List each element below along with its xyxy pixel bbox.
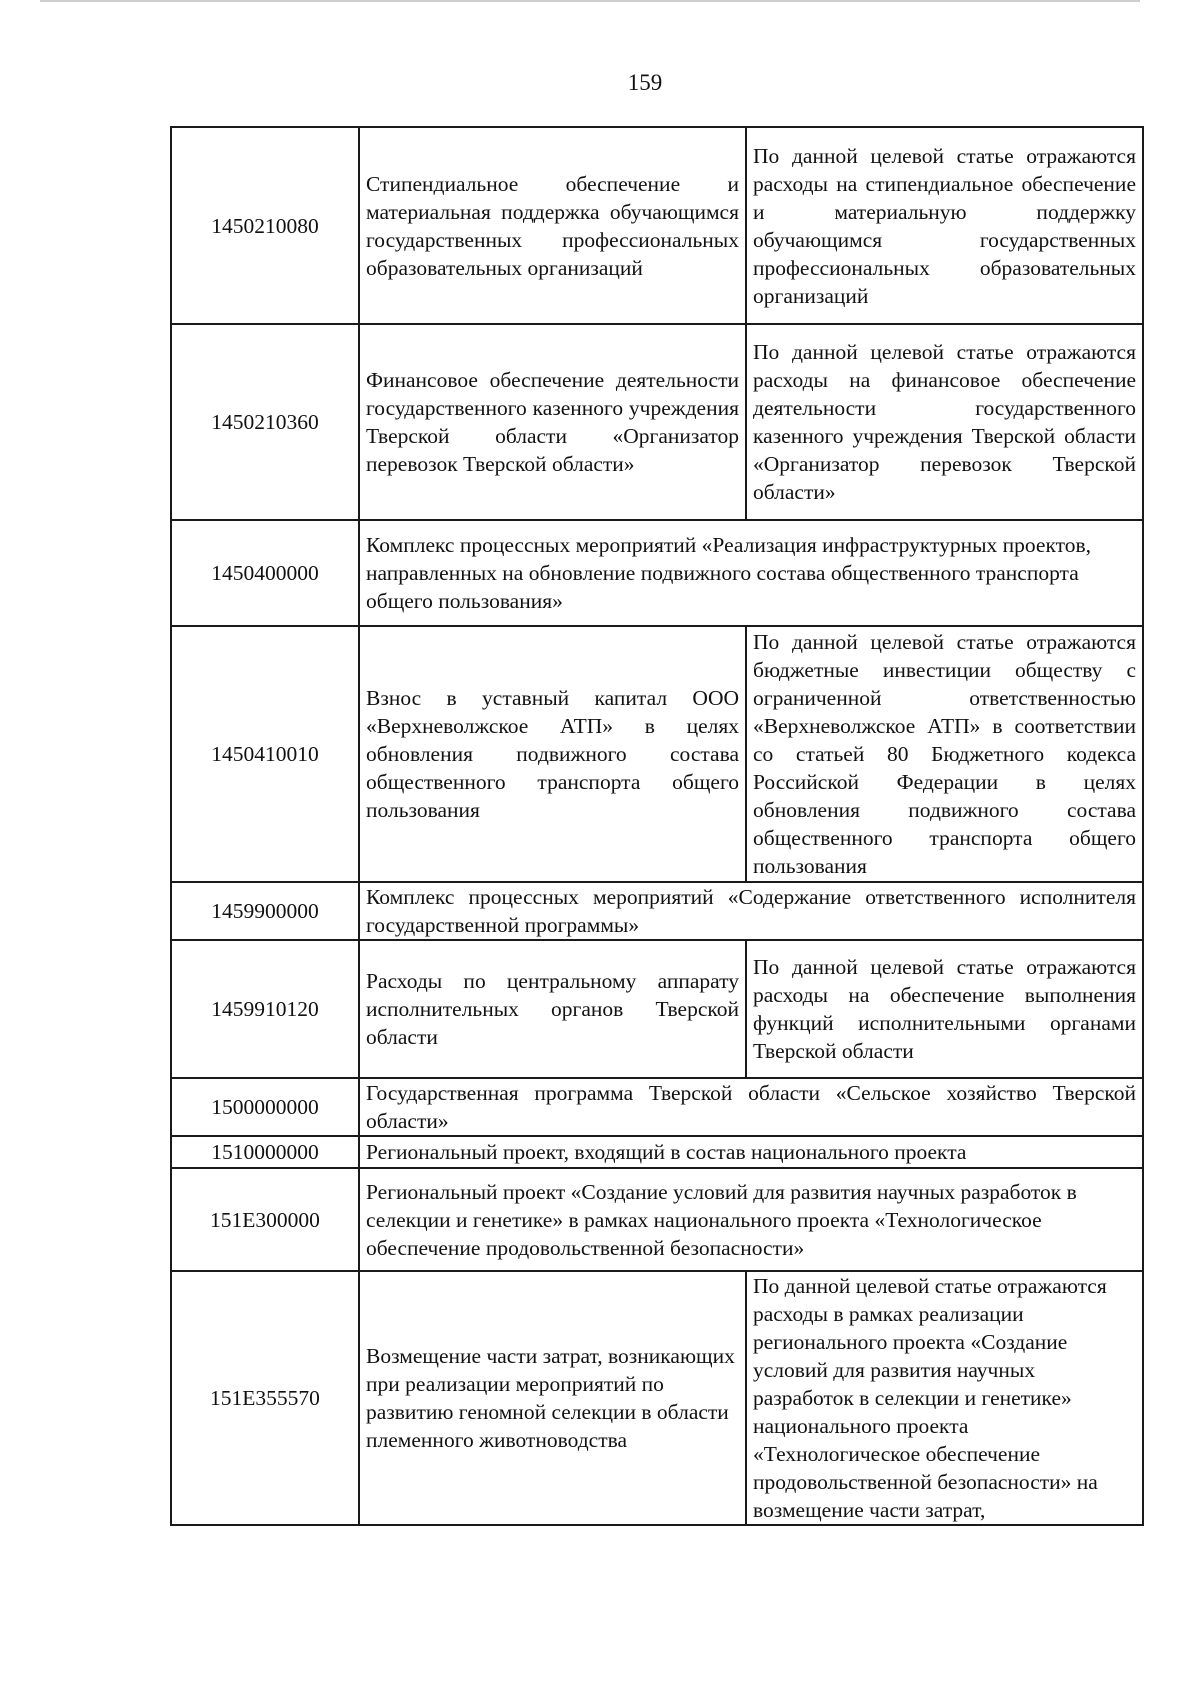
row-name: Возмещение части затрат, возникающих при реализации мероприятий по развитию геномной селекции в области племенного животноводства — [359, 1271, 746, 1525]
table-row — [171, 127, 1143, 324]
table-row — [171, 1078, 1143, 1136]
table-row — [171, 882, 1143, 940]
row-code: 151E355570 — [171, 1271, 359, 1525]
row-code: 151E300000 — [171, 1168, 359, 1271]
table-row — [171, 1168, 1143, 1271]
row-code: 1450210360 — [171, 324, 359, 520]
row-description: По данной целевой статье отражаются бюджетные инвестиции обществу с ограниченной ответственностью «Верхневолжское АТП» в соответствии со статьей 80 Бюджетного кодекса Российской Федерации в целях обновления подвижного состава общественного транспорта общего пользования — [746, 626, 1143, 882]
row-title: Комплекс процессных мероприятий «Содержание ответственного исполнителя государственной программы» — [359, 882, 1143, 940]
row-code: 1510000000 — [171, 1136, 359, 1168]
row-title: Комплекс процессных мероприятий «Реализация инфраструктурных проектов, направленных на обновление подвижного состава общественного транспорта общего пользования» — [359, 520, 1143, 626]
row-name: Стипендиальное обеспечение и материальная поддержка обучающимся государственных профессиональных образовательных организаций — [359, 127, 746, 324]
table-row — [171, 1136, 1143, 1168]
row-code: 1459910120 — [171, 940, 359, 1078]
row-code: 1459900000 — [171, 882, 359, 940]
table-row — [171, 1271, 1143, 1525]
row-name: Расходы по центральному аппарату исполнительных органов Тверской области — [359, 940, 746, 1078]
table-row — [171, 940, 1143, 1078]
row-title: Региональный проект, входящий в состав национального проекта — [359, 1136, 1143, 1168]
scan-edge-line — [40, 0, 1140, 2]
row-code: 1450210080 — [171, 127, 359, 324]
row-code: 1450400000 — [171, 520, 359, 626]
row-description: По данной целевой статье отражаются расходы в рамках реализации регионального проекта «Создание условий для развития научных разработок в селекции и генетике» национального проекта «Технологическое обеспечение продовольственной безопасности» на возмещение части затрат, — [746, 1271, 1143, 1525]
row-name: Взнос в уставный капитал ООО «Верхневолжское АТП» в целях обновления подвижного состава общественного транспорта общего пользования — [359, 626, 746, 882]
row-code: 1450410010 — [171, 626, 359, 882]
target-articles-table — [170, 126, 1144, 1526]
table-row — [171, 324, 1143, 520]
row-name: Финансовое обеспечение деятельности государственного казенного учреждения Тверской области «Организатор перевозок Тверской области» — [359, 324, 746, 520]
table-row — [171, 520, 1143, 626]
row-title: Государственная программа Тверской области «Сельское хозяйство Тверской области» — [359, 1078, 1143, 1136]
page-number: 159 — [627, 70, 663, 95]
table-row — [171, 626, 1143, 882]
row-code: 1500000000 — [171, 1078, 359, 1136]
row-title: Региональный проект «Создание условий для развития научных разработок в селекции и генетике» в рамках национального проекта «Технологическое обеспечение продовольственной безопасности» — [359, 1168, 1143, 1271]
row-description: По данной целевой статье отражаются расходы на обеспечение выполнения функций исполнительными органами Тверской области — [746, 940, 1143, 1078]
row-description: По данной целевой статье отражаются расходы на стипендиальное обеспечение и материальную поддержку обучающимся государственных профессиональных образовательных организаций — [746, 127, 1143, 324]
row-description: По данной целевой статье отражаются расходы на финансовое обеспечение деятельности государственного казенного учреждения Тверской области «Организатор перевозок Тверской области» — [746, 324, 1143, 520]
